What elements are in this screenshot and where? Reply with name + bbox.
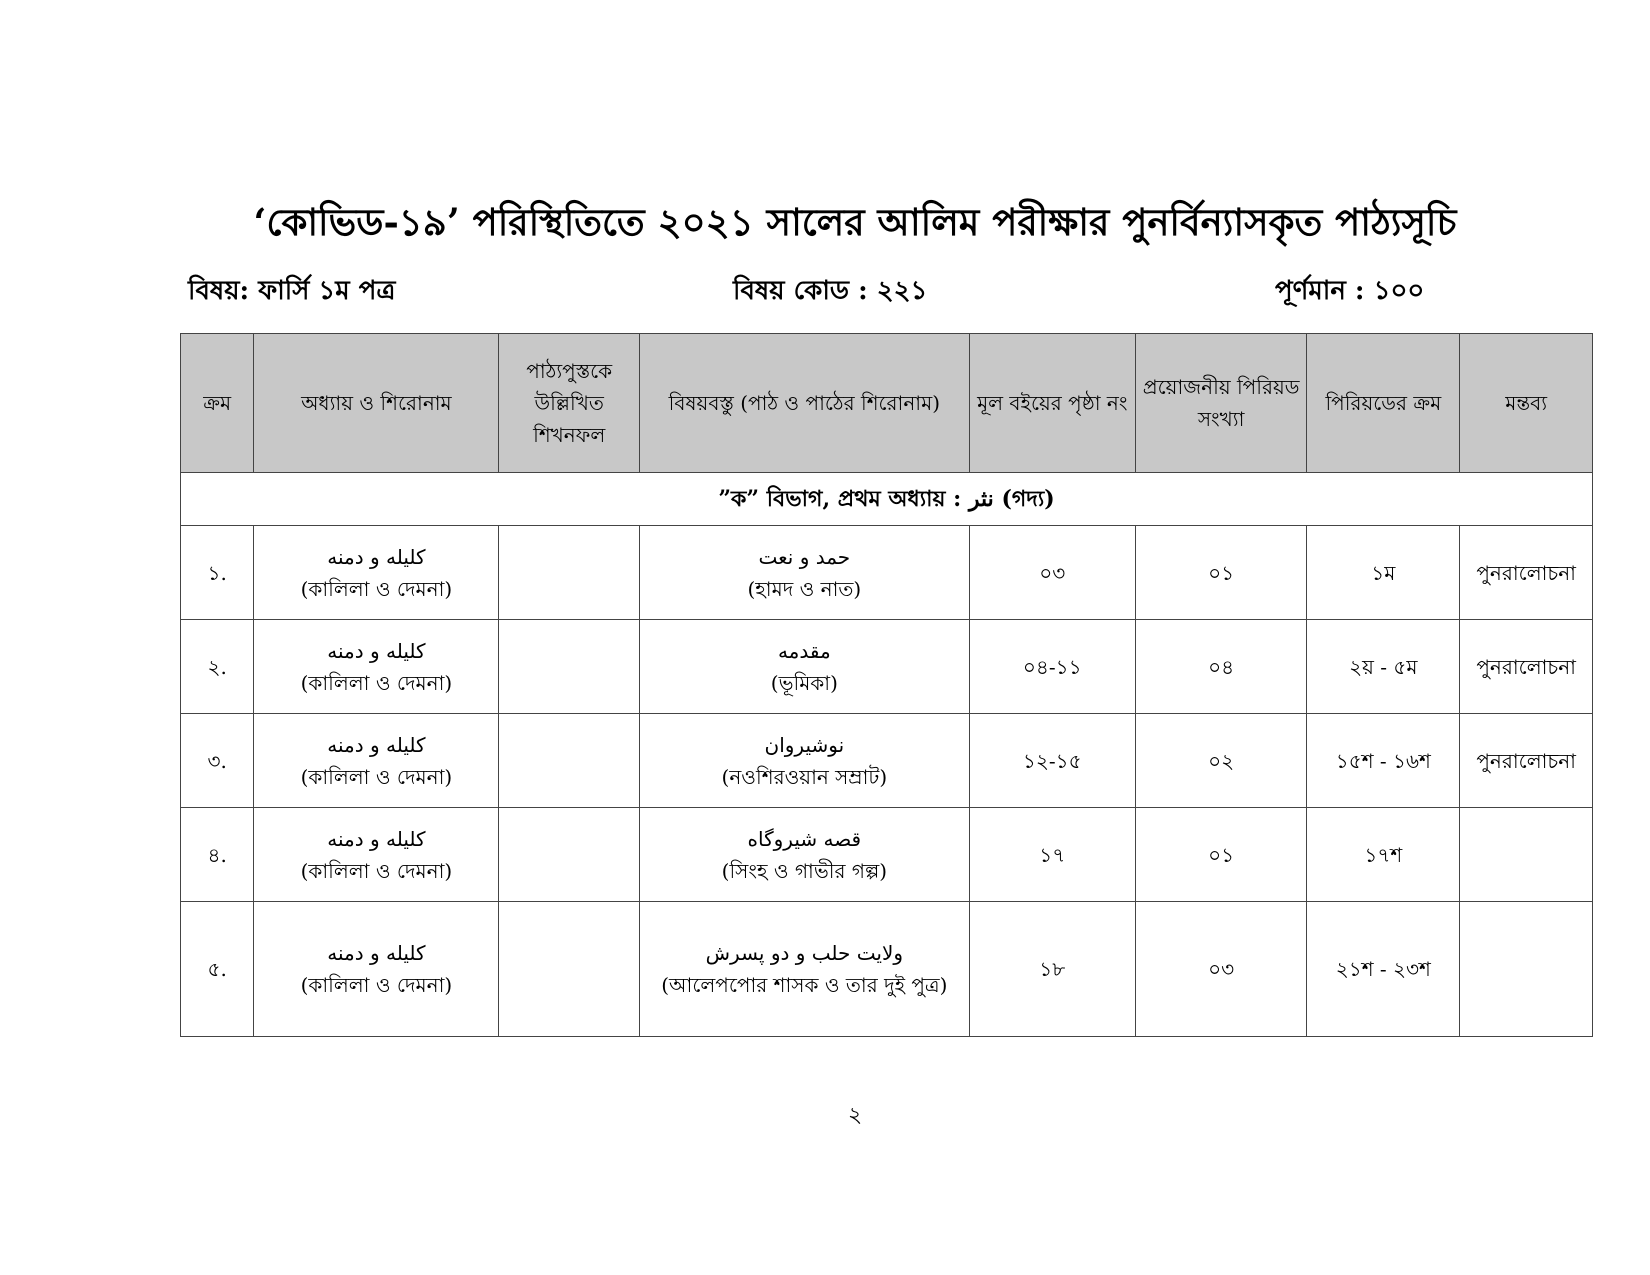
content-arabic: قصه شيروگاه: [747, 826, 862, 851]
content-bangla: (আলেপপোর শাসক ও তার দুই পুত্র): [661, 973, 948, 997]
chapter-arabic: كليله و دمنه: [327, 941, 426, 965]
cell-remarks: [1460, 902, 1593, 1037]
content-arabic: نوشيروان: [764, 732, 845, 757]
chapter-arabic: كليله و دمنه: [327, 544, 426, 569]
content-arabic: مقدمه: [777, 638, 831, 663]
cell-periods: ০১: [1135, 526, 1306, 620]
cell-periods: ০২: [1135, 714, 1306, 808]
subject-label: বিষয়: ফার্সি ১ম পত্র: [188, 276, 396, 306]
cell-serial: ১.: [181, 526, 254, 620]
full-marks-label: পূর্ণমান : ১০০: [1275, 276, 1425, 306]
chapter-bangla: (কালিলা ও দেমনা): [300, 764, 453, 789]
table-row: [181, 902, 1593, 1037]
content-arabic: ولايت حلب و دو پسرش: [705, 941, 904, 965]
header-period-order: পিরিয়ডের ক্রম: [1307, 334, 1460, 473]
cell-learning-outcome: [499, 526, 640, 620]
cell-period-order: ২১শ - ২৩শ: [1307, 902, 1460, 1037]
cell-chapter: [254, 808, 499, 902]
cell-content: [640, 808, 970, 902]
cell-chapter: [254, 902, 499, 1037]
header-remarks: মন্তব্য: [1460, 334, 1593, 473]
chapter-bangla: (কালিলা ও দেমনা): [300, 858, 453, 883]
cell-learning-outcome: [499, 902, 640, 1037]
table-row: [181, 714, 1593, 808]
chapter-arabic: كليله و دمنه: [327, 638, 426, 663]
cell-remarks: পুনরালোচনা: [1460, 526, 1593, 620]
cell-content: [640, 620, 970, 714]
cell-page-number: ০৩: [969, 526, 1135, 620]
content-arabic: حمد و نعت: [758, 544, 851, 569]
table-header-row: [181, 334, 1593, 473]
cell-period-order: ১৭শ: [1307, 808, 1460, 902]
page-number: ২: [847, 1103, 863, 1128]
chapter-bangla: (কালিলা ও দেমনা): [300, 576, 453, 601]
cell-serial: ৪.: [181, 808, 254, 902]
cell-content: [640, 526, 970, 620]
cell-page-number: ১২-১৫: [969, 714, 1135, 808]
chapter-bangla: (কালিলা ও দেমনা): [300, 670, 453, 695]
cell-content: [640, 902, 970, 1037]
cell-chapter: [254, 620, 499, 714]
table-row: [181, 808, 1593, 902]
content-bangla: (সিংহ ও গাভীর গল্প): [721, 858, 888, 883]
section-title: ”ক” বিভাগ, প্রথম অধ্যায় : نثر (গদ্য): [181, 473, 1593, 526]
table-row: [181, 526, 1593, 620]
cell-page-number: ১৮: [969, 902, 1135, 1037]
content-bangla: (নওশিরওয়ান সম্রাট): [721, 764, 888, 789]
table-row: [181, 620, 1593, 714]
header-chapter: অধ্যায় ও শিরোনাম: [254, 334, 499, 473]
subject-code-label: বিষয় কোড : ২২১: [733, 276, 928, 306]
section-row: [181, 473, 1593, 526]
cell-page-number: ১৭: [969, 808, 1135, 902]
chapter-arabic: كليله و دمنه: [327, 732, 426, 757]
header-learning-outcome: পাঠ্যপুস্তকে উল্লিখিত শিখনফল: [499, 334, 640, 473]
cell-period-order: ২য় - ৫ম: [1307, 620, 1460, 714]
cell-period-order: ১ম: [1307, 526, 1460, 620]
cell-serial: ২.: [181, 620, 254, 714]
cell-serial: ৫.: [181, 902, 254, 1037]
cell-remarks: [1460, 808, 1593, 902]
chapter-arabic: كليله و دمنه: [327, 826, 426, 851]
cell-page-number: ০৪-১১: [969, 620, 1135, 714]
cell-periods: ০৪: [1135, 620, 1306, 714]
cell-remarks: পুনরালোচনা: [1460, 620, 1593, 714]
cell-chapter: [254, 714, 499, 808]
cell-learning-outcome: [499, 714, 640, 808]
cell-learning-outcome: [499, 620, 640, 714]
cell-remarks: পুনরালোচনা: [1460, 714, 1593, 808]
header-serial: ক্রম: [181, 334, 254, 473]
cell-periods: ০৩: [1135, 902, 1306, 1037]
content-bangla: (ভূমিকা): [770, 670, 838, 695]
cell-period-order: ১৫শ - ১৬শ: [1307, 714, 1460, 808]
chapter-bangla: (কালিলা ও দেমনা): [300, 973, 453, 997]
syllabus-table: [180, 333, 1593, 1037]
cell-content: [640, 714, 970, 808]
cell-learning-outcome: [499, 808, 640, 902]
header-content: বিষয়বস্তু (পাঠ ও পাঠের শিরোনাম): [640, 334, 970, 473]
page-title: ‘কোভিড-১৯’ পরিস্থিতিতে ২০২১ সালের আলিম পরীক্ষার পুনর্বিন্যাসকৃত পাঠ্যসূচি: [253, 200, 1457, 244]
cell-periods: ০১: [1135, 808, 1306, 902]
cell-serial: ৩.: [181, 714, 254, 808]
header-periods: প্রয়োজনীয় পিরিয়ড সংখ্যা: [1135, 334, 1306, 473]
content-bangla: (হামদ ও নাত): [747, 576, 862, 601]
cell-chapter: [254, 526, 499, 620]
header-page-number: মূল বইয়ের পৃষ্ঠা নং: [969, 334, 1135, 473]
